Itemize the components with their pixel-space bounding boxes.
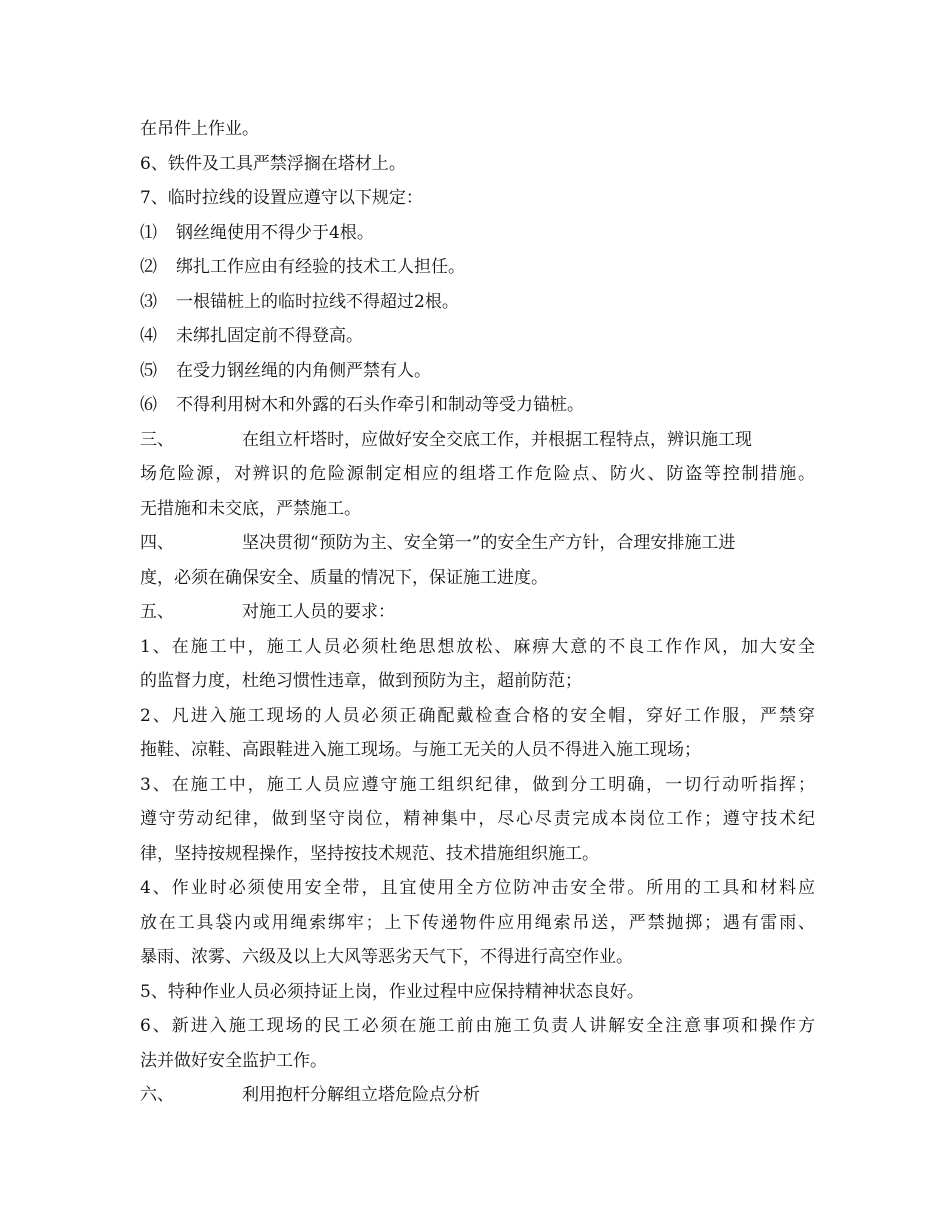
section-text: 在组立杆塔时，应做好安全交底工作，并根据工程特点，辨识施工现 xyxy=(242,429,752,450)
section-heading xyxy=(140,595,815,630)
section-text: 对施工人员的要求： xyxy=(242,602,395,622)
list-item xyxy=(140,319,815,354)
text-line: 6、铁件及工具严禁浮搁在塔材上。 xyxy=(140,153,406,174)
section-text: 利用抱杆分解组立塔危险点分析 xyxy=(242,1085,480,1105)
text-line: 2、凡进入施工现场的人员必须正确配戴检查合格的安全帽，穿好工作服，严禁穿 xyxy=(140,705,815,726)
section-heading xyxy=(140,526,815,561)
section-text: 坚决贯彻“预防为主、安全第一”的安全生产方针，合理安排施工进 xyxy=(242,533,736,553)
text-line: 3、在施工中，施工人员应遵守施工组织纪律，做到分工明确，一切行动听指挥； xyxy=(140,774,815,795)
text-line: 遵守劳动纪律，做到坚守岗位，精神集中，尽心尽责完成本岗位工作；遵守技术纪 xyxy=(140,809,815,829)
list-number: ⑶ xyxy=(140,291,157,312)
text-line: 6、新进入施工现场的民工必须在施工前由施工负责人讲解安全注意事项和操作方 xyxy=(140,1016,815,1036)
list-text: 在受力钢丝绳的内角侧严禁有人。 xyxy=(176,360,431,381)
text-line: 1、在施工中，施工人员必须杜绝思想放松、麻痹大意的不良工作作风，加大安全 xyxy=(140,636,815,657)
text-line: 拖鞋、凉鞋、高跟鞋进入施工现场。与施工无关的人员不得进入施工现场； xyxy=(140,740,701,760)
text-line: 5、特种作业人员必须持证上岗，作业过程中应保持精神状态良好。 xyxy=(140,981,644,1002)
text-line: 暴雨、浓雾、六级及以上大风等恶劣天气下，不得进行高空作业。 xyxy=(140,947,633,967)
list-number: ⑵ xyxy=(140,257,157,277)
text-line: 律，坚持按规程操作，坚持按技术规范、技术措施组织施工。 xyxy=(140,843,599,864)
section-number: 五、 xyxy=(140,602,174,622)
text-line: 度，必须在确保安全、质量的情况下，保证施工进度。 xyxy=(140,567,548,588)
section-number: 六、 xyxy=(140,1085,174,1105)
section-heading xyxy=(140,1078,815,1113)
document-page xyxy=(140,112,815,1113)
text-line: 的监督力度，杜绝习惯性违章，做到预防为主，超前防范； xyxy=(140,671,582,691)
list-number: ⑸ xyxy=(140,360,157,381)
list-item xyxy=(140,388,815,423)
list-number: ⑹ xyxy=(140,395,157,415)
list-text: 不得利用树木和外露的石头作牵引和制动等受力锚桩。 xyxy=(176,395,584,415)
text-line: 法并做好安全监护工作。 xyxy=(140,1050,327,1071)
section-number: 四、 xyxy=(140,533,174,553)
text-line: 7、临时拉线的设置应遵守以下规定： xyxy=(140,188,423,208)
list-text: 一根锚桩上的临时拉线不得超过2根。 xyxy=(176,291,459,312)
list-item xyxy=(140,216,815,251)
list-item xyxy=(140,250,815,285)
list-item xyxy=(140,354,815,389)
section-number: 三、 xyxy=(140,429,174,450)
list-text: 未绑扎固定前不得登高。 xyxy=(176,326,363,346)
list-text: 绑扎工作应由有经验的技术工人担任。 xyxy=(176,257,465,277)
list-text: 钢丝绳使用不得少于4根。 xyxy=(176,222,374,243)
text-line: 放在工具袋内或用绳索绑牢；上下传递物件应用绳索吊送，严禁抛掷；遇有雷雨、 xyxy=(140,912,815,933)
list-number: ⑷ xyxy=(140,326,157,346)
section-heading xyxy=(140,423,815,458)
text-line: 场危险源，对辨识的危险源制定相应的组塔工作危险点、防火、防盗等控制措施。 xyxy=(140,464,815,484)
text-line: 无措施和未交底，严禁施工。 xyxy=(140,498,361,519)
text-line: 4、作业时必须使用安全带，且宜使用全方位防冲击安全带。所用的工具和材料应 xyxy=(140,878,815,898)
list-item xyxy=(140,285,815,320)
list-number: ⑴ xyxy=(140,222,157,243)
text-line: 在吊件上作业。 xyxy=(140,119,259,139)
